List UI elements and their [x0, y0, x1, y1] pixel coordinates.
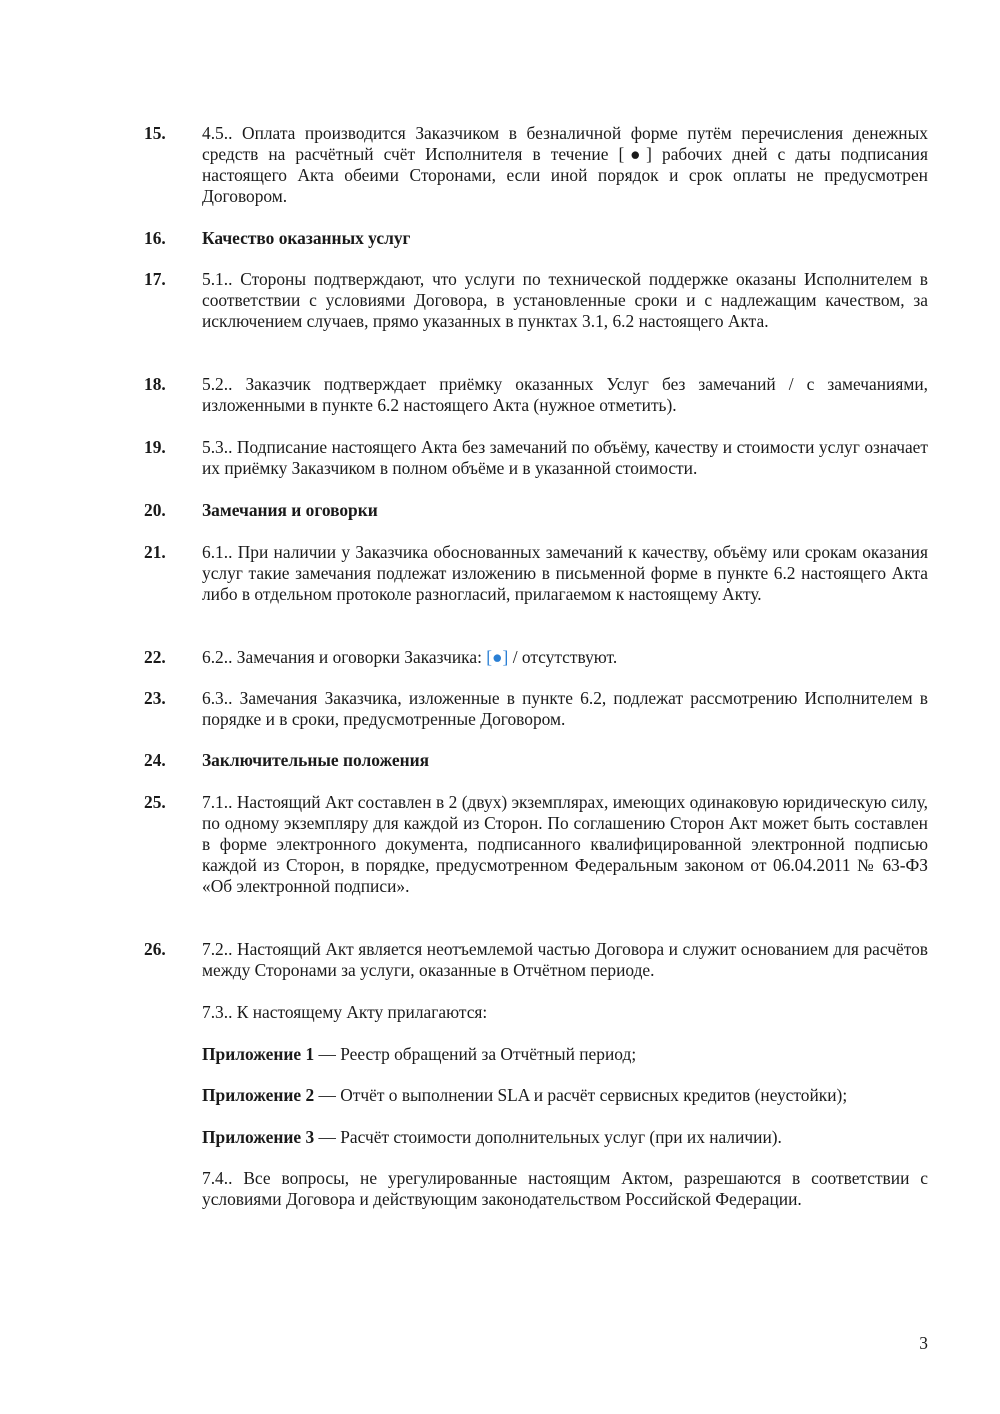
appendix-description: — Отчёт о выполнении SLA и расчёт сервисных кредитов (неустойки);	[314, 1085, 848, 1105]
clause-7-3	[144, 1002, 928, 1023]
clause-text	[202, 647, 928, 668]
clause-number: 17.	[144, 269, 166, 289]
clause-text-start: 6.2.. Замечания и оговорки Заказчика:	[202, 647, 487, 667]
appendix-line	[202, 1127, 928, 1148]
page-number: 3	[919, 1333, 928, 1353]
section-heading-final	[144, 750, 928, 771]
appendix-line	[202, 1044, 928, 1065]
clause-18	[144, 374, 928, 416]
clause-15	[144, 123, 928, 207]
clause-21	[144, 542, 928, 605]
clause-text: 7.1.. Настоящий Акт составлен в 2 (двух) экземплярах, имеющих одинаковую юридическую силу, по одному экземпляру для каждой из Сторон. По соглашению Сторон Акт может быть составлен в форме электронного документа, подписанного квалифицированной электронной подписью каждой из Сторон, в порядке, предусмотренном Федеральным законом от 06.04.2011 № 63-ФЗ «Об электронной подписи».	[202, 792, 928, 896]
appendix-line	[202, 1085, 928, 1106]
section-heading-quality	[144, 228, 928, 249]
clause-7-4	[144, 1168, 928, 1210]
clause-text: 7.2.. Настоящий Акт является неотъемлемой частью Договора и служит основанием для расчётов между Сторонами за услуги, оказанные в Отчётном периоде.	[202, 939, 928, 980]
clause-text: 4.5.. Оплата производится Заказчиком в безналичной форме путём перечисления денежных средств на расчётный счёт Исполнителя в течение [●] рабочих дней с даты подписания настоящего Акта обеими Сторонами, если иной порядок и срок оплаты не предусмотрен Договором.	[202, 123, 928, 206]
clause-number: 26.	[144, 939, 166, 959]
appendix-3	[144, 1127, 928, 1148]
clause-26	[144, 939, 928, 981]
section-heading-text: Качество оказанных услуг	[202, 228, 411, 248]
appendix-description: — Реестр обращений за Отчётный период;	[314, 1044, 637, 1064]
clause-number: 15.	[144, 123, 166, 143]
clause-number: 18.	[144, 374, 166, 394]
clause-text: 5.1.. Стороны подтверждают, что услуги по технической поддержке оказаны Исполнителем в соответствии с условиями Договора, в установленные сроки и с надлежащим качеством, за исключением случаев, прямо указанных в пунктах 3.1, 6.2 настоящего Акта.	[202, 269, 928, 331]
clause-22	[144, 647, 928, 668]
appendix-label: Приложение 1	[202, 1044, 315, 1064]
clause-number: 24.	[144, 750, 166, 770]
clause-number: 16.	[144, 228, 166, 248]
clause-number: 22.	[144, 647, 166, 667]
clause-text: 7.4.. Все вопросы, не урегулированные настоящим Актом, разрешаются в соответствии с условиями Договора и действующим законодательством Российской Федерации.	[202, 1168, 928, 1209]
clause-23	[144, 688, 928, 730]
remarks-placeholder[interactable]: [●]	[486, 647, 509, 667]
appendix-2	[144, 1085, 928, 1106]
clause-number: 19.	[144, 437, 166, 457]
clause-text: 5.3.. Подписание настоящего Акта без замечаний по объёму, качеству и стоимости услуг означает их приёмку Заказчиком в полном объёме и в указанной стоимости.	[202, 437, 928, 478]
clause-number: 23.	[144, 688, 166, 708]
clause-text-end: / отсутствуют.	[508, 647, 618, 667]
section-heading-remarks	[144, 500, 928, 521]
clause-text: 5.2.. Заказчик подтверждает приёмку оказанных Услуг без замечаний / с замечаниями, изложенными в пункте 6.2 настоящего Акта (нужное отметить).	[202, 374, 928, 415]
clause-text: 7.3.. К настоящему Акту прилагаются:	[202, 1002, 488, 1022]
appendix-label: Приложение 3	[202, 1127, 315, 1147]
clause-17	[144, 269, 928, 332]
clause-19	[144, 437, 928, 479]
clause-number: 21.	[144, 542, 166, 562]
clause-number: 25.	[144, 792, 166, 812]
section-heading-text: Замечания и оговорки	[202, 500, 378, 520]
appendix-label: Приложение 2	[202, 1085, 315, 1105]
clause-number: 20.	[144, 500, 166, 520]
section-heading-text: Заключительные положения	[202, 750, 430, 770]
appendix-1	[144, 1044, 928, 1065]
clause-25	[144, 792, 928, 897]
appendix-description: — Расчёт стоимости дополнительных услуг (при их наличии).	[314, 1127, 782, 1147]
clause-text: 6.1.. При наличии у Заказчика обоснованных замечаний к качеству, объёму или срокам оказания услуг такие замечания подлежат изложению в письменной форме в пункте 6.2 настоящего Акта либо в отдельном протоколе разногласий, прилагаемом к настоящему Акту.	[202, 542, 928, 604]
clause-text: 6.3.. Замечания Заказчика, изложенные в пункте 6.2, подлежат рассмотрению Исполнителем в порядке и в сроки, предусмотренные Договором.	[202, 688, 928, 729]
